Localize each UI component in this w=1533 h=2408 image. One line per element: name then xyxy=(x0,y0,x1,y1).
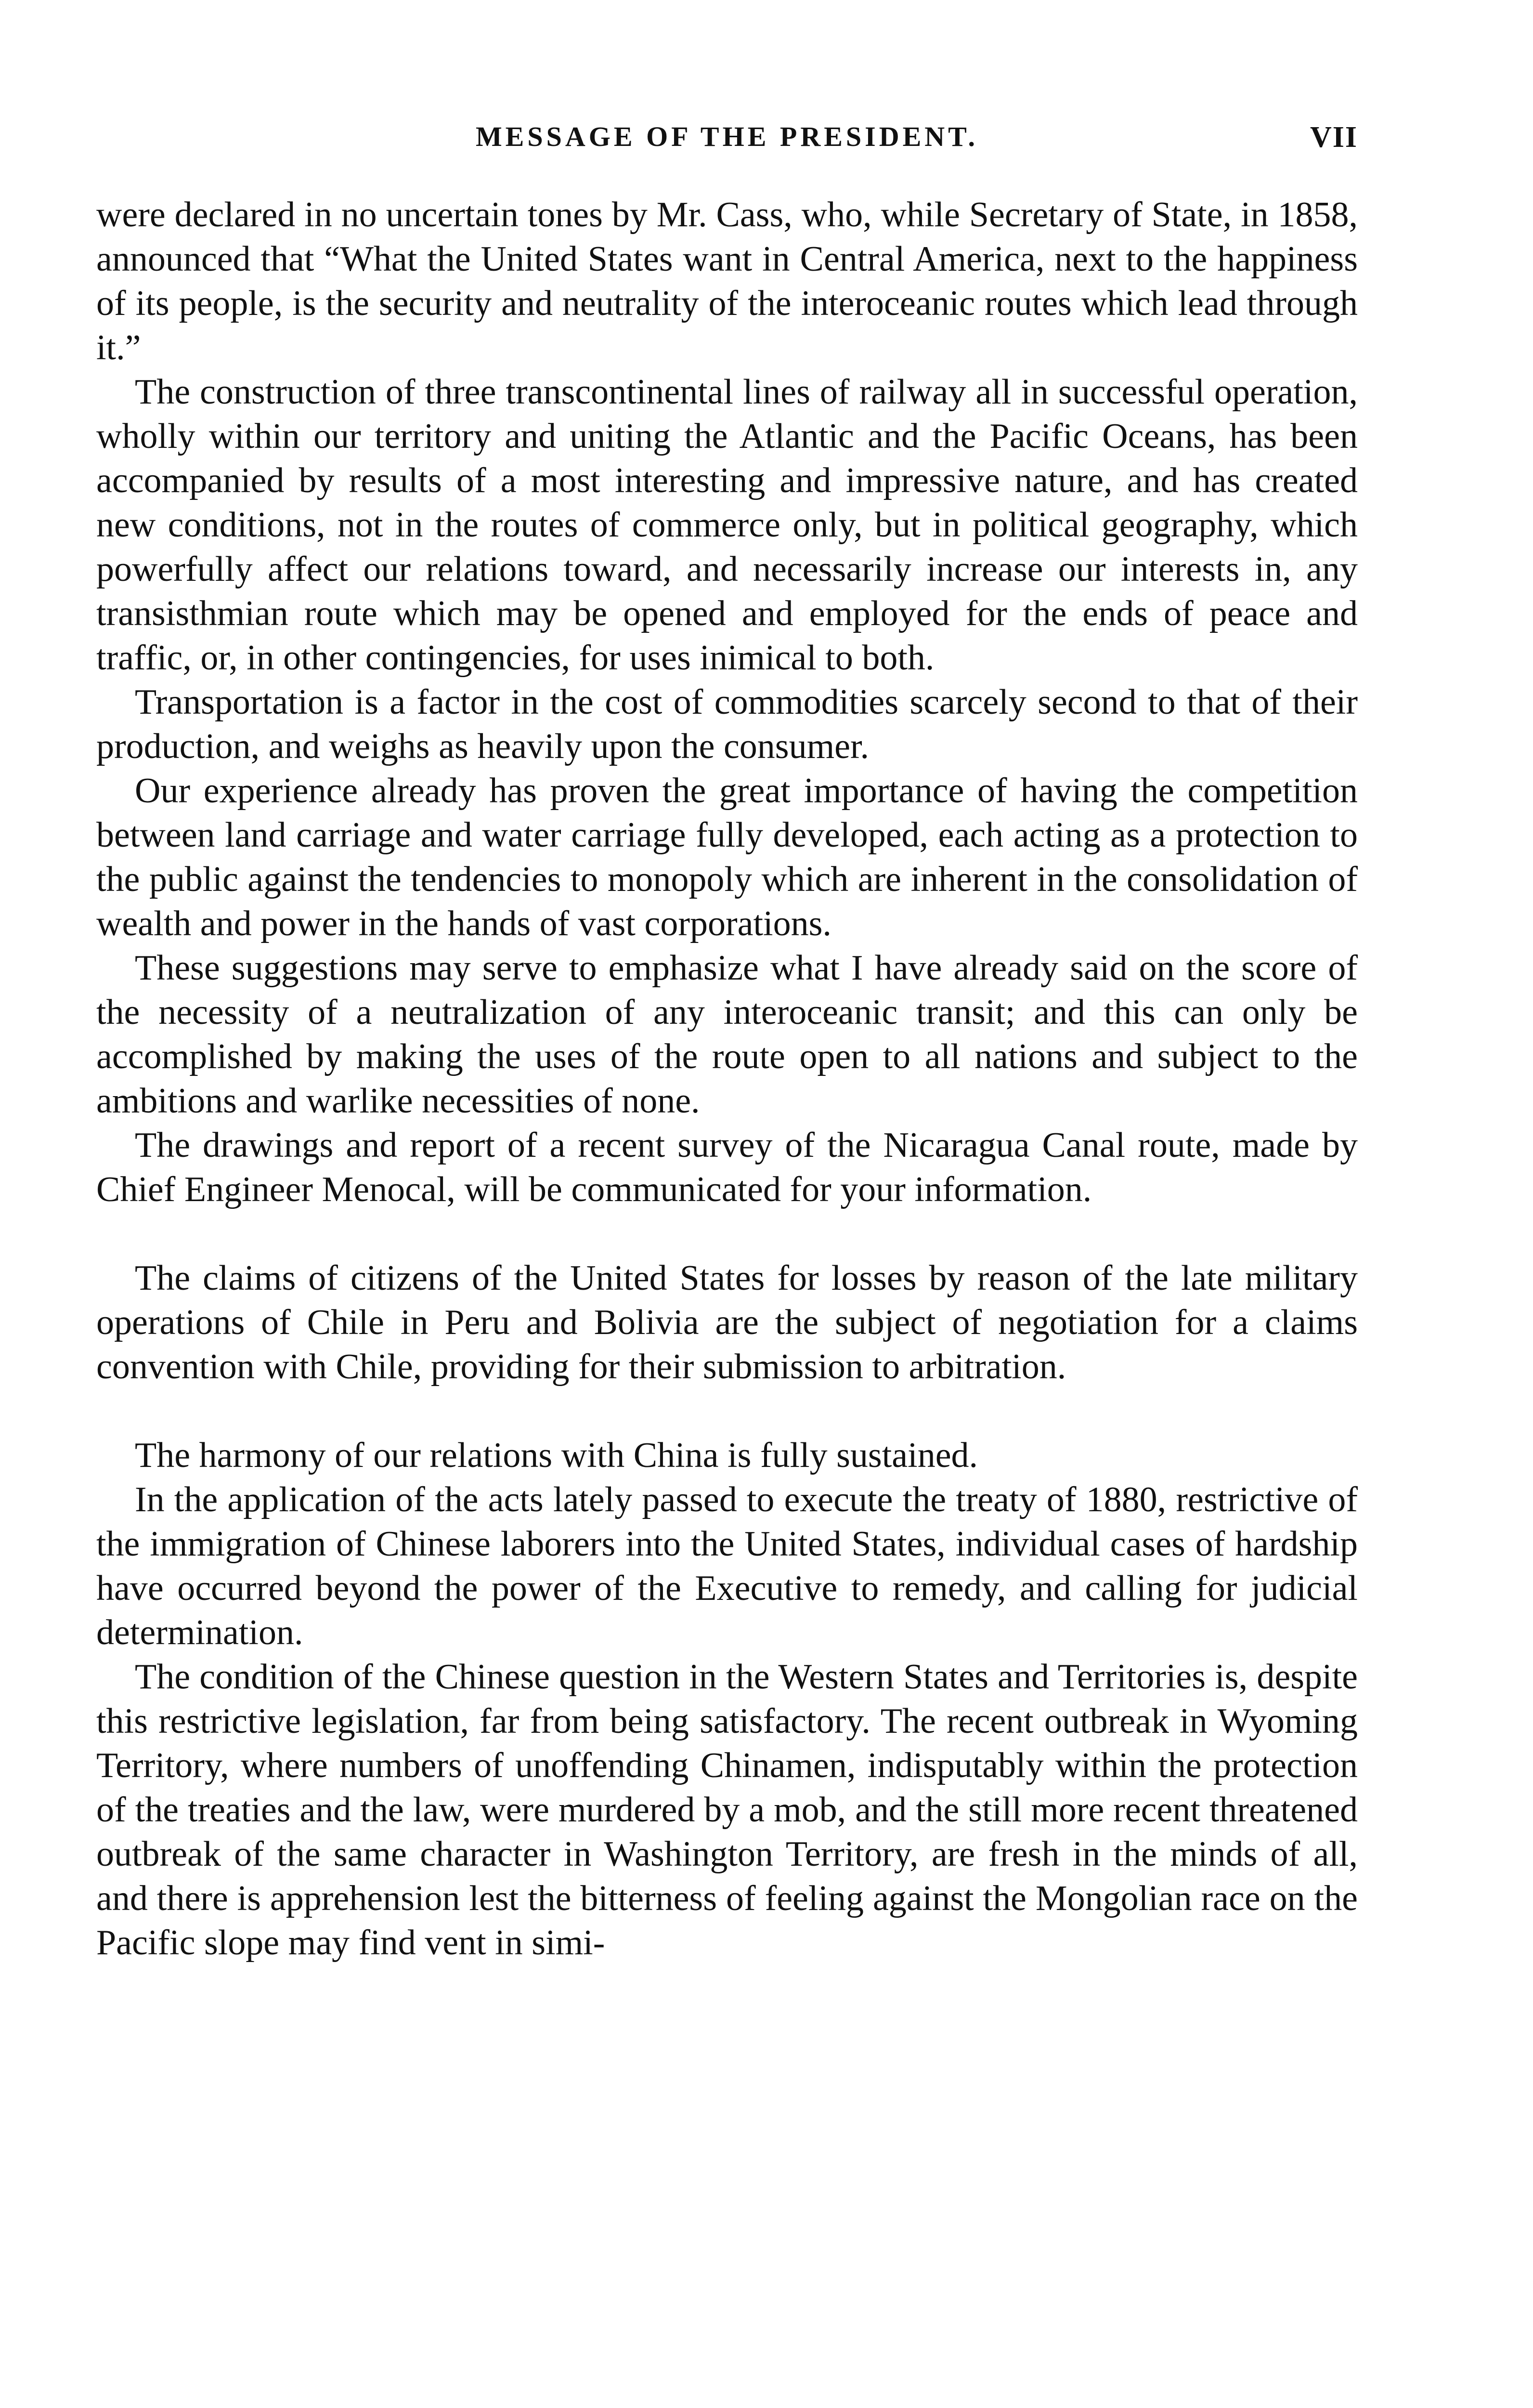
paragraph-nicaragua-canal: The drawings and report of a recent survey of the Nicaragua Canal route, made by Chief Engineer Menocal, will be communicated for your information. xyxy=(96,1125,1358,1209)
paragraph-competition: Our experience already has proven the great importance of having the competition between land carriage and water carriage fully developed, each acting as a protection to the public against the tendencies to monopoly which are inherent in the consolidation of wealth and power in the hands of vast corporations. xyxy=(96,771,1358,943)
running-title: MESSAGE OF THE PRESIDENT. xyxy=(475,121,979,152)
section-gap xyxy=(96,1389,1358,1433)
paragraph-chile-claims: The claims of citizens of the United States for losses by reason of the late military operations of Chile in Peru and Bolivia are the subject of negotiation for a claims convention with Chile, providing for their submission to arbitration. xyxy=(96,1258,1358,1387)
section-gap xyxy=(96,1212,1358,1256)
page-number: VII xyxy=(1310,121,1358,154)
paragraph-transportation: Transportation is a factor in the cost of commodities scarcely second to that of their production, and weighs as heavily upon the consumer. xyxy=(96,682,1358,766)
paragraph-railways: The construction of three transcontinental lines of railway all in successful operation, wholly within our territory and uniting the Atlantic and the Pacific Oceans, has been accompanied by results of a most interesting and impressive nature, and has created new conditions, not in the routes of commerce only, but in political geography, which powerfully affect our relations toward, and necessarily increase our interests in, any transisthmian route which may be opened and employed for the ends of peace and traffic, or, in other contingencies, for uses inimical to both. xyxy=(96,372,1358,678)
paragraph-cass-quote: were declared in no uncertain tones by Mr. Cass, who, while Secretary of State, in 1858, announced that “What the United States want in Central America, next to the happiness of its people, is the security and neutrality of the interoceanic routes which lead through it.” xyxy=(96,195,1358,367)
paragraph-treaty-1880: In the application of the acts lately passed to execute the treaty of 1880, restrictive of the immigration of Chinese laborers into the United States, individual cases of hardship have occurred beyond the power of the Executive to remedy, and calling for judicial determination. xyxy=(96,1480,1358,1652)
page-header xyxy=(96,120,1358,164)
paragraph-china-harmony: The harmony of our relations with China is fully sustained. xyxy=(135,1436,978,1475)
paragraph-neutralization: These suggestions may serve to emphasize what I have already said on the score of the necessity of a neutralization of any interoceanic transit; and this can only be accomplished by making the uses of the route open to all nations and subject to the ambitions and warlike necessities of none. xyxy=(96,948,1358,1121)
body-text xyxy=(96,193,1358,1965)
paragraph-chinese-question: The condition of the Chinese question in the Western States and Territories is, despite this restrictive legislation, far from being satisfactory. The recent outbreak in Wyoming Territory, where numbers of unoffending Chinamen, indisputably within the protection of the treaties and the law, were murdered by a mob, and the still more recent threatened outbreak of the same character in Washington Territory, are fresh in the minds of all, and there is apprehension lest the bitterness of feeling against the Mongolian race on the Pacific slope may find vent in simi- xyxy=(96,1657,1358,1963)
